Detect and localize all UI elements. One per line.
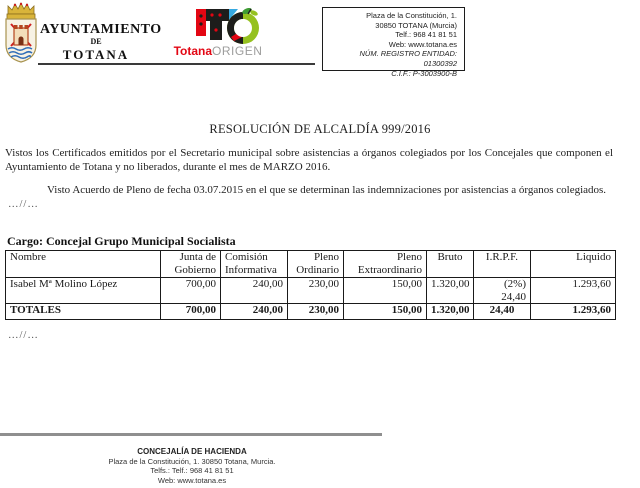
totana-coat-of-arms-icon — [2, 2, 39, 65]
col-header-junta-gobierno: Junta de Gobierno — [161, 251, 221, 278]
table-row — [6, 278, 616, 304]
brand-totana: Totana — [173, 44, 213, 58]
totals-liquido: 1.293,60 — [531, 304, 616, 320]
col-header-liquido: Liquido — [531, 251, 616, 278]
attendance-table — [5, 250, 616, 320]
cell-comision: 240,00 — [221, 278, 288, 304]
body-paragraph-1: Vistos los Certificados emitidos por el Secretario municipal sobre asistencias a órganos colegiados por los Concejales que componen el Ayuntamiento de Totana y no liberados, durante el mes de MARZO 2016. — [5, 147, 613, 173]
address-line: 30850 TOTANA (Murcia) — [375, 20, 457, 30]
col-header-irpf: I.R.P.F. — [474, 251, 531, 278]
totals-comision: 240,00 — [221, 304, 288, 320]
continuation-mark: …//… — [8, 330, 39, 341]
cell-nombre: Isabel Mª Molino López — [6, 278, 161, 304]
address-line: Web: www.totana.es — [388, 39, 457, 49]
footer-web: Web: www.totana.es — [157, 475, 227, 485]
footer — [0, 447, 384, 485]
document-title: RESOLUCIÓN DE ALCALDÍA 999/2016 — [209, 122, 431, 136]
totana-origen-logo — [168, 6, 268, 60]
totals-pleno-ordinario: 230,00 — [288, 304, 344, 320]
table-totals-row — [6, 304, 616, 320]
footer-department: CONCEJALÍA DE HACIENDA — [137, 447, 247, 456]
header-divider — [38, 63, 315, 65]
body-paragraph-2: Visto Acuerdo de Pleno de fecha 03.07.2015 en el que se determinan las indemnizaciones por asistencias a órganos colegiados. — [47, 184, 607, 196]
org-name-line1: AYUNTAMIENTO — [40, 22, 162, 37]
continuation-mark: …//… — [8, 199, 39, 210]
footer-divider — [0, 433, 382, 436]
footer-phones: Telfs.: Telf.: 968 41 81 51 — [150, 466, 234, 475]
cell-irpf: (2%) 24,40 — [474, 278, 531, 304]
brand-origen: ORIGEN — [212, 44, 263, 58]
totals-irpf: 24,40 — [474, 304, 531, 320]
footer-address: Plaza de la Constitución, 1. 30850 Totana, Murcia. — [108, 456, 276, 466]
totals-junta: 700,00 — [161, 304, 221, 320]
section-heading: Cargo: Concejal Grupo Municipal Socialista — [7, 234, 236, 248]
cif-line: C.I.F.: P-3003900-B — [391, 68, 457, 78]
cell-pleno-ordinario: 230,00 — [288, 278, 344, 304]
totals-pleno-extraordinario: 150,00 — [344, 304, 427, 320]
totals-label: TOTALES — [6, 304, 161, 320]
attendance-table-wrapper — [5, 250, 616, 320]
address-line: Telf.: 968 41 81 51 — [395, 30, 457, 40]
col-header-bruto: Bruto — [427, 251, 474, 278]
cell-bruto: 1.320,00 — [427, 278, 474, 304]
table-header-row — [6, 251, 616, 278]
totana-origen-wordmark — [168, 45, 268, 58]
col-header-pleno-ordinario: Pleno Ordinario — [288, 251, 344, 278]
header-address-box — [322, 7, 465, 78]
cell-junta: 700,00 — [161, 278, 221, 304]
registry-number-line: NÚM. REGISTRO ENTIDAD: 01300392 — [359, 49, 457, 68]
col-header-nombre: Nombre — [6, 251, 161, 278]
col-header-comision-informativa: Comisión Informativa — [221, 251, 288, 278]
org-name-line3: TOTANA — [62, 47, 130, 62]
col-header-pleno-extraordinario: Pleno Extraordinario — [344, 251, 427, 278]
totals-bruto: 1.320,00 — [427, 304, 474, 320]
totana-origen-mark-icon — [196, 8, 260, 46]
org-name-line2: DE — [90, 37, 102, 46]
cell-pleno-extraordinario: 150,00 — [344, 278, 427, 304]
address-line: Plaza de la Constitución, 1. — [366, 11, 457, 20]
cell-liquido: 1.293,60 — [531, 278, 616, 304]
org-name — [40, 22, 162, 62]
